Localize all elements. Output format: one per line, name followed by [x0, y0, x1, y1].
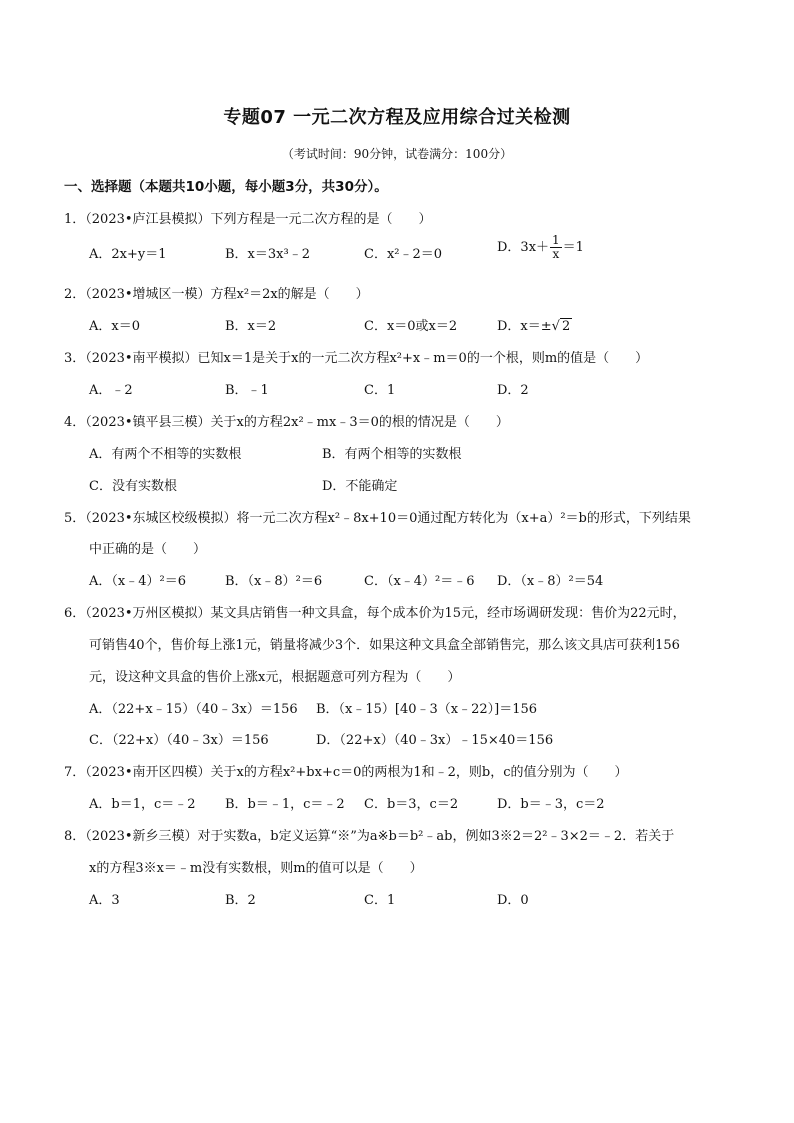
exam-info: （考试时间：90分钟，试卷满分：100分） [281, 147, 513, 161]
question-4-option-d: D．不能确定 [322, 479, 398, 494]
question-4-option-c: C．没有实数根 [89, 479, 177, 494]
question-6-option-c: C．（22+x）（40﹣3x）＝156 [89, 733, 269, 748]
question-4-option-a: A．有两个不相等的实数根 [89, 447, 242, 462]
question-8-option-d: D．0 [497, 893, 529, 908]
question-7-stem: 7．（2023•南开区四模）关于x的方程x²+bx+c＝0的两根为1和﹣2，则b，c的值分别为（ ） [64, 765, 628, 780]
question-5-stem-line-1: 5．（2023•东城区校级模拟）将一元二次方程x²﹣8x+10＝0通过配方转化为（x+a）²＝b的形式，下列结果 [64, 511, 691, 526]
question-8-stem-line-2: x的方程3※x＝﹣m没有实数根，则m的值可以是（ ） [89, 861, 423, 876]
square-root-sign: √ 2 [551, 319, 571, 334]
question-1-option-a: A．2x+y＝1 [89, 247, 167, 262]
question-4-stem: 4．（2023•镇平县三模）关于x的方程2x²﹣mx﹣3＝0的根的情况是（ ） [64, 415, 509, 430]
question-5-option-b: B．（x﹣8）²＝6 [225, 574, 323, 589]
question-2-option-a: A．x＝0 [89, 319, 140, 334]
question-1-option-d [497, 234, 584, 261]
question-8-option-a: A．3 [89, 893, 120, 908]
question-6-stem-line-3: 元，设这种文具盒的售价上涨x元，根据题意可列方程为（ ） [89, 670, 461, 685]
radicand: 2 [561, 319, 571, 334]
question-3-option-c: C．1 [364, 383, 396, 398]
page-title: 专题07 一元二次方程及应用综合过关检测 [223, 107, 571, 128]
question-1-option-c: C．x²﹣2＝0 [364, 247, 443, 262]
option-d-prefix: D．3x＋ [497, 240, 550, 255]
fraction-denominator: x [552, 247, 560, 261]
question-3-stem: 3．（2023•南平模拟）已知x＝1是关于x的一元二次方程x²+x﹣m＝0的一个根，则m的值是（ ） [64, 351, 649, 366]
question-2-option-d [497, 315, 572, 334]
question-7-option-d: D．b＝﹣3，c＝2 [497, 797, 605, 812]
question-3-option-a: A．﹣2 [89, 383, 133, 398]
option-d-suffix: ＝1 [562, 240, 584, 255]
question-4-option-b: B．有两个相等的实数根 [322, 447, 462, 462]
question-1-stem: 1．（2023•庐江县模拟）下列方程是一元二次方程的是（ ） [64, 212, 432, 227]
fraction [550, 234, 562, 261]
question-5-option-d: D．（x﹣8）²＝54 [497, 574, 604, 589]
question-6-stem-line-1: 6．（2023•万州区模拟）某文具店销售一种文具盒，每个成本价为15元，经市场调研发现：售价为22元时， [64, 606, 686, 621]
question-3-option-d: D．2 [497, 383, 529, 398]
question-7-option-c: C．b＝3，c＝2 [364, 797, 459, 812]
question-6-option-b: B．（x﹣15）[40﹣3（x﹣22）]＝156 [316, 702, 538, 717]
question-5-stem-line-2: 中正确的是（ ） [89, 542, 207, 557]
question-8-stem-line-1: 8．（2023•新乡三模）对于实数a，b定义运算“※”为a※b＝b²﹣ab，例如3※2＝2²﹣3×2＝﹣2．若关于 [64, 829, 675, 844]
question-8-option-c: C．1 [364, 893, 396, 908]
question-1-option-b: B．x＝3x³﹣2 [225, 247, 310, 262]
question-6-stem-line-2: 可销售40个，售价每上涨1元，销量将减少3个．如果这种文具盒全部销售完，那么该文具店可获利156 [89, 638, 680, 653]
fraction-numerator: 1 [552, 233, 560, 247]
question-6-option-d: D．（22+x）（40﹣3x）﹣15×40＝156 [316, 733, 554, 748]
question-5-option-c: C．（x﹣4）²＝﹣6 [364, 574, 475, 589]
question-2-option-b: B．x＝2 [225, 319, 277, 334]
section-heading: 一、选择题（本题共10小题，每小题3分，共30分）。 [64, 179, 388, 195]
question-7-option-a: A．b＝1，c＝﹣2 [89, 797, 196, 812]
question-6-option-a: A．（22+x﹣15）（40﹣3x）＝156 [89, 702, 298, 717]
question-3-option-b: B．﹣1 [225, 383, 269, 398]
question-2-option-c: C．x＝0或x＝2 [364, 319, 458, 334]
question-5-option-a: A．（x﹣4）²＝6 [89, 574, 186, 589]
question-7-option-b: B．b＝﹣1，c＝﹣2 [225, 797, 345, 812]
option-d-prefix: D．x＝± [497, 319, 552, 334]
question-2-stem: 2．（2023•增城区一模）方程x²＝2x的解是（ ） [64, 287, 369, 302]
question-8-option-b: B．2 [225, 893, 256, 908]
